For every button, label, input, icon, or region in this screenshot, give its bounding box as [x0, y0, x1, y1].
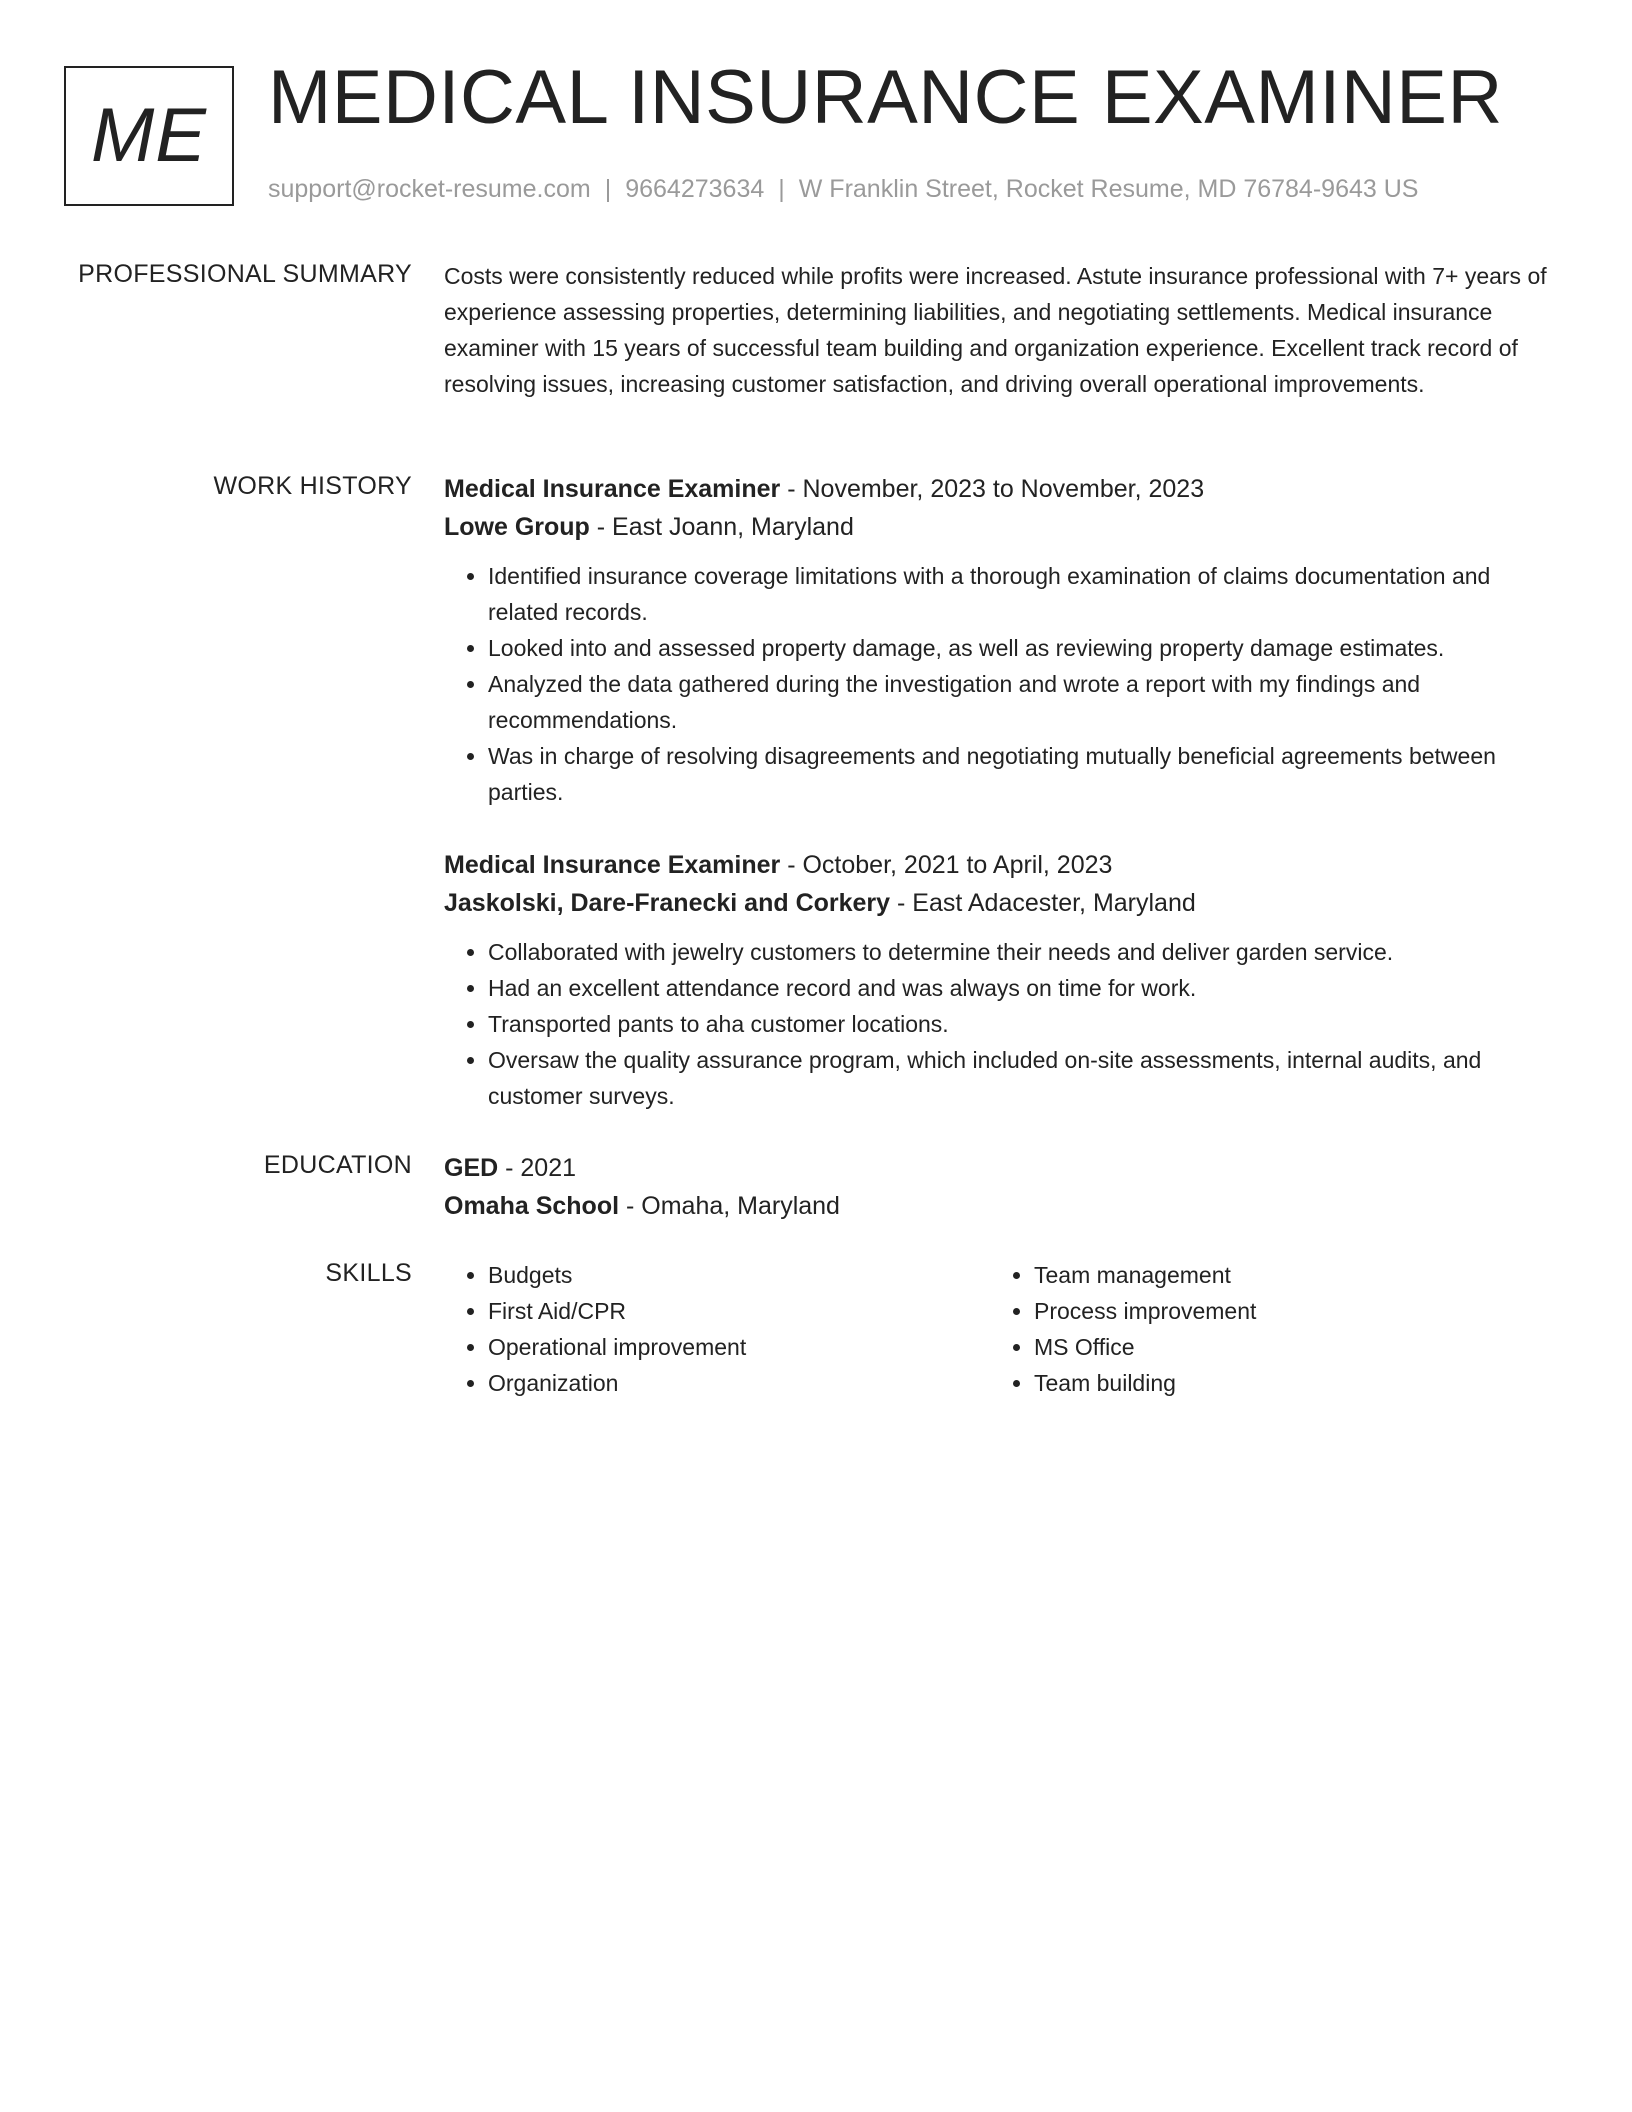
job-title-line — [444, 470, 1552, 508]
monogram-box — [64, 66, 234, 206]
skill-item: • Process improvement — [1034, 1293, 1536, 1329]
skill-item: • Operational improvement — [488, 1329, 990, 1365]
education-school-line — [444, 1187, 1552, 1225]
job-entry — [444, 846, 1552, 1114]
skills-body — [444, 1257, 1552, 1401]
job-location: - East Adacester, Maryland — [890, 889, 1196, 917]
skill-item: • Team building — [1034, 1365, 1536, 1401]
job-bullet: • Analyzed the data gathered during the investigation and wrote a report with my findings and recommendations. — [488, 666, 1552, 738]
job-title: Medical Insurance Examiner — [444, 475, 781, 503]
skills-columns — [444, 1257, 1552, 1401]
education-school: Omaha School — [444, 1192, 620, 1220]
summary-text: Costs were consistently reduced while profits were increased. Astute insurance professional with 7+ years of experience assessing properties, determining liabilities, and negotiating settlements. Medical insurance examiner with 15 years of successful team building and organization experience. Excellent track record of resolving issues, increasing customer satisfaction, and driving overall operational improvements. — [444, 263, 1547, 397]
contact-address: W Franklin Street, Rocket Resume, MD 76784-9643 US — [798, 175, 1419, 203]
resume-name: MEDICAL INSURANCE EXAMINER — [268, 55, 1503, 140]
job-bullet: • Had an excellent attendance record and was always on time for work. — [488, 970, 1552, 1006]
section-heading-work-history: WORK HISTORY — [213, 472, 412, 500]
job-company-line — [444, 884, 1552, 922]
job-bullet: • Oversaw the quality assurance program, which included on-site assessments, internal audits, and customer surveys. — [488, 1042, 1552, 1114]
education-degree: GED — [444, 1154, 499, 1182]
skill-item: • Team management — [1034, 1257, 1536, 1293]
skills-column-right — [990, 1257, 1536, 1401]
skill-item: • Organization — [488, 1365, 990, 1401]
job-bullet: • Was in charge of resolving disagreements and negotiating mutually beneficial agreements between parties. — [488, 738, 1552, 810]
skills-list — [990, 1257, 1536, 1401]
summary-body — [444, 258, 1552, 402]
contact-separator: | — [778, 175, 785, 203]
contact-email[interactable]: support@rocket-resume.com — [268, 175, 591, 203]
skills-list — [444, 1257, 990, 1401]
job-bullet: • Identified insurance coverage limitations with a thorough examination of claims documentation and related records. — [488, 558, 1552, 630]
education-year: - 2021 — [498, 1154, 577, 1182]
education-location: - Omaha, Maryland — [619, 1192, 840, 1220]
skill-item: • MS Office — [1034, 1329, 1536, 1365]
contact-line — [268, 174, 1418, 204]
contact-separator: | — [604, 175, 612, 203]
job-title-line — [444, 846, 1552, 884]
section-heading-skills: SKILLS — [325, 1259, 412, 1287]
job-bullet: • Collaborated with jewelry customers to determine their needs and deliver garden service. — [488, 934, 1552, 970]
job-bullet: • Transported pants to aha customer locations. — [488, 1006, 1552, 1042]
job-location: - East Joann, Maryland — [589, 513, 854, 541]
job-bullet: • Looked into and assessed property damage, as well as reviewing property damage estimates. — [488, 630, 1552, 666]
job-dates: - October, 2021 to April, 2023 — [780, 851, 1113, 879]
skill-item: • Budgets — [488, 1257, 990, 1293]
section-heading-summary: PROFESSIONAL SUMMARY — [78, 260, 412, 288]
contact-phone[interactable]: 9664273634 — [625, 175, 765, 203]
job-company-line — [444, 508, 1552, 546]
skill-item: • First Aid/CPR — [488, 1293, 990, 1329]
job-company: Lowe Group — [444, 513, 590, 541]
job-company: Jaskolski, Dare-Franecki and Corkery — [444, 889, 891, 917]
job-dates: - November, 2023 to November, 2023 — [780, 475, 1205, 503]
monogram-initials: ME — [91, 93, 207, 178]
job-bullets — [444, 558, 1552, 810]
education-body — [444, 1149, 1552, 1225]
skills-column-left — [444, 1257, 990, 1401]
education-degree-line — [444, 1149, 1552, 1187]
section-heading-education: EDUCATION — [263, 1151, 412, 1179]
job-title: Medical Insurance Examiner — [444, 851, 781, 879]
job-entry — [444, 470, 1552, 810]
job-bullets — [444, 934, 1552, 1114]
